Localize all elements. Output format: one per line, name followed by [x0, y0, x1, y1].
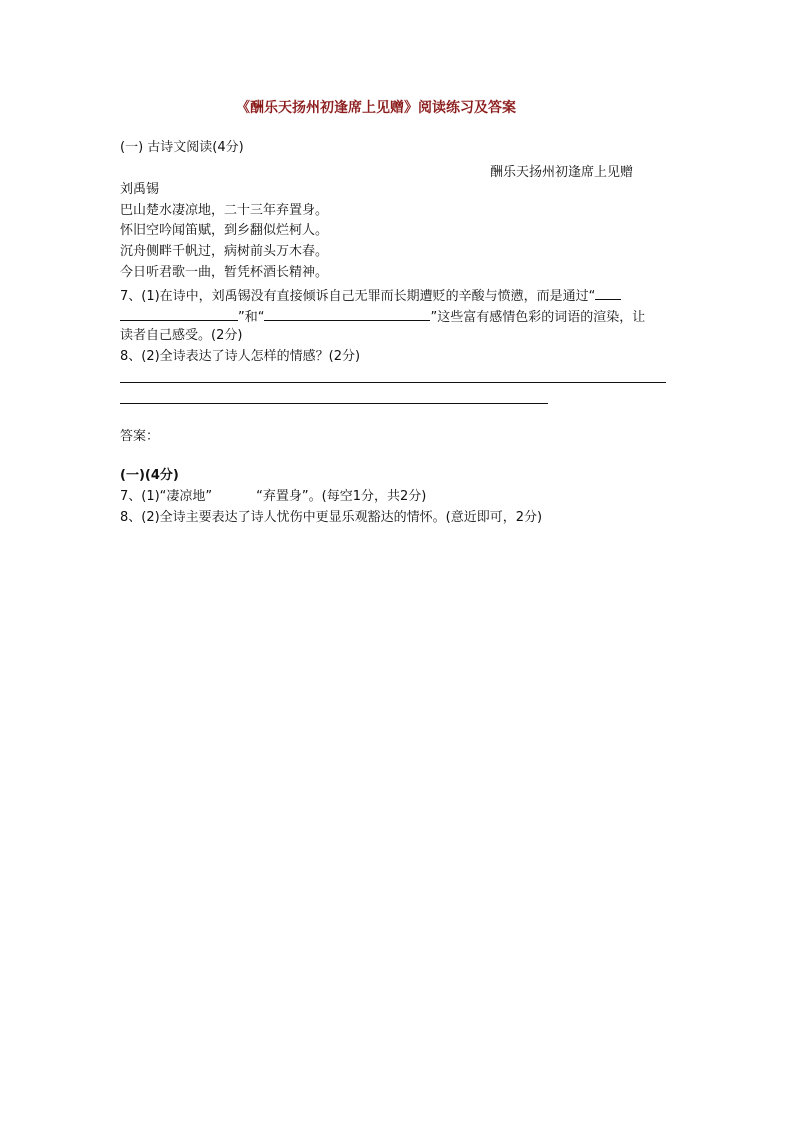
- question-7-text-c: ”这些富有感情色彩的词语的渲染，让: [430, 310, 646, 325]
- answer-blank-1b[interactable]: [120, 306, 238, 321]
- answers-heading: (一)(4分): [120, 468, 179, 483]
- section-heading: (一) 古诗文阅读(4分): [120, 140, 244, 155]
- poem-line-1: 巴山楚水凄凉地，二十三年弃置身。: [120, 203, 329, 218]
- answer-blank-1a[interactable]: [595, 285, 621, 300]
- question-8: 8、(2)全诗表达了诗人怎样的情感？(2分): [120, 349, 361, 364]
- answer-7-suffix: “弃置身”。(每空1分，共2分): [256, 489, 427, 504]
- poem-title: 酬乐天扬州初逢席上见赠: [490, 165, 634, 180]
- answer-7-prefix: 7、(1)“凄凉地”: [120, 489, 213, 504]
- answers-label: 答案：: [120, 429, 160, 444]
- question-7-text-a: 7、(1)在诗中，刘禹锡没有直接倾诉自己无罪而长期遭贬的辛酸与愤懑，而是通过“: [120, 289, 596, 304]
- poem-line-4: 今日听君歌一曲，暂凭杯酒长精神。: [120, 265, 329, 280]
- poem-line-3: 沉舟侧畔千帆过，病树前头万木春。: [120, 244, 329, 259]
- answer-7: [120, 488, 426, 506]
- question-7-line-2: [120, 306, 645, 327]
- question-7-line-3: 读者自己感受。(2分): [120, 328, 243, 343]
- document-title: 《酬乐天扬州初逢席上见赠》阅读练习及答案: [236, 100, 516, 116]
- question-7-text-b: ”和“: [238, 310, 265, 325]
- answer-line-2[interactable]: [120, 403, 548, 404]
- answer-8: 8、(2)全诗主要表达了诗人忧伤中更显乐观豁达的情怀。(意近即可，2分): [120, 510, 543, 525]
- answer-line-1[interactable]: [120, 382, 666, 383]
- poem-line-2: 怀旧空吟闻笛赋，到乡翻似烂柯人。: [120, 223, 329, 238]
- question-7-line-1: [120, 285, 621, 306]
- poem-author: 刘禹锡: [120, 182, 160, 197]
- answer-blank-2[interactable]: [264, 306, 430, 321]
